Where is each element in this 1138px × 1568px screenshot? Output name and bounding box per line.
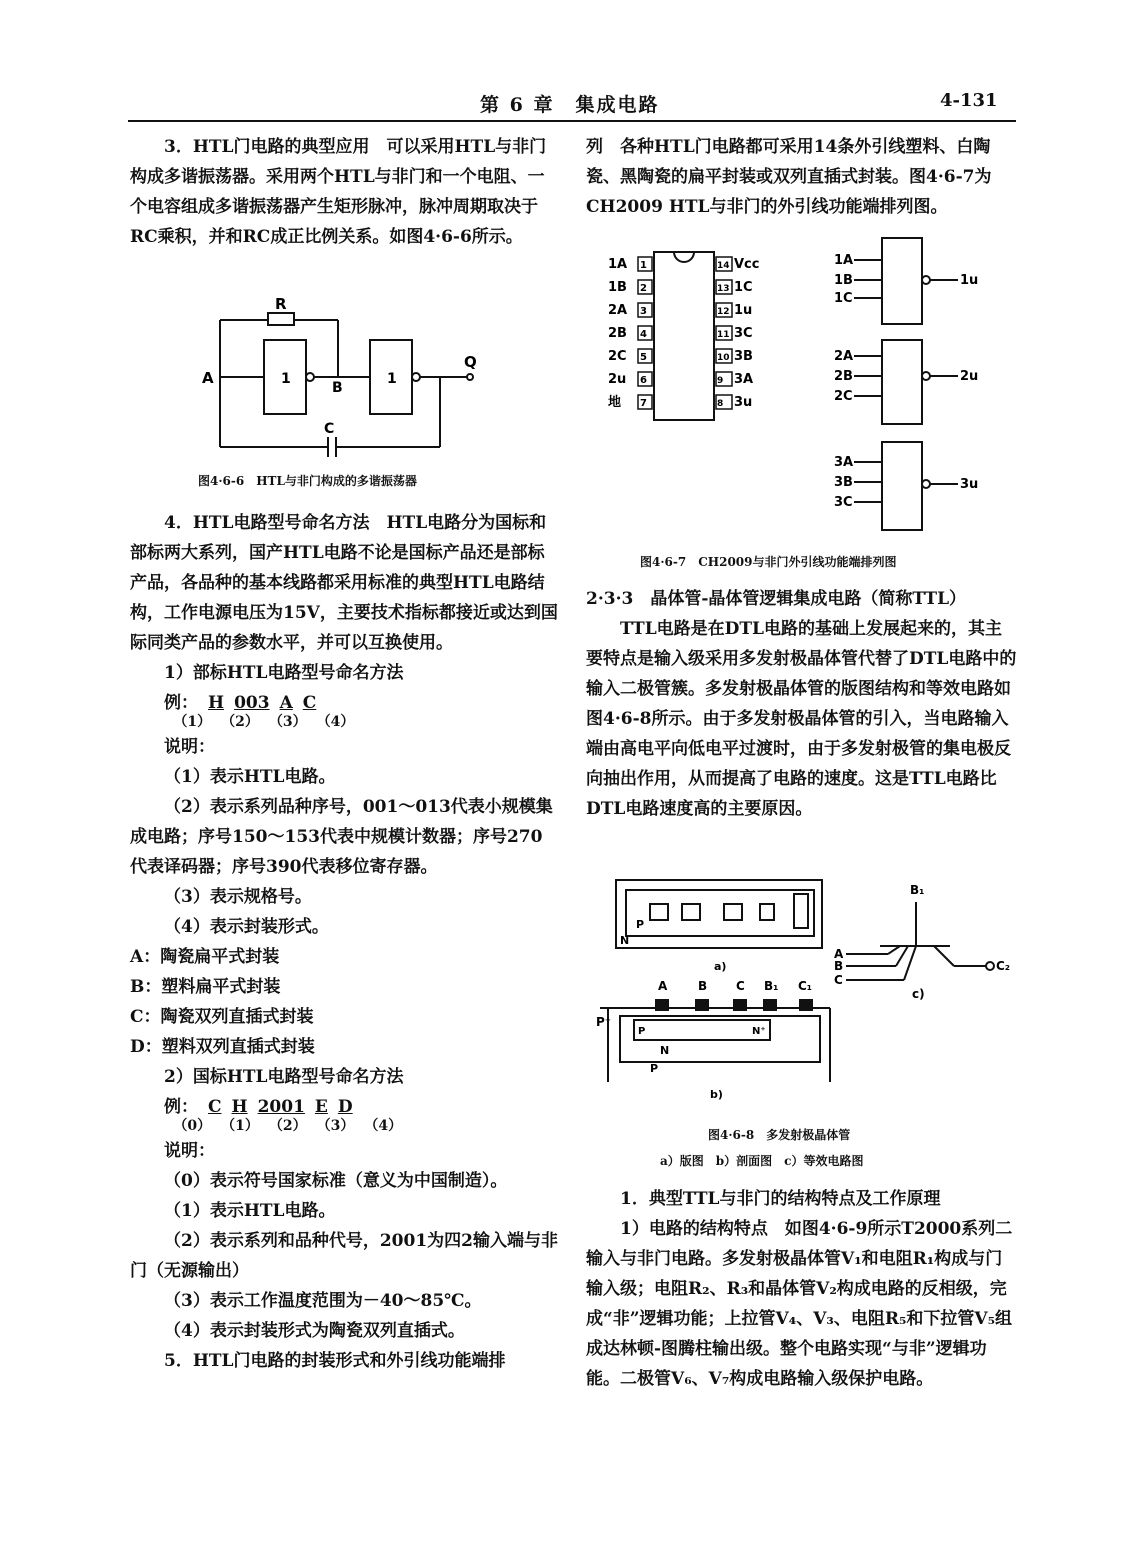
example1-label: 例： bbox=[164, 693, 198, 713]
fig1-label-r: R bbox=[275, 295, 287, 313]
chapter-title: 第 6 章 集成电路 bbox=[480, 94, 660, 116]
gate1-input-label: 1C bbox=[834, 291, 853, 306]
dip-pin-number: 8 bbox=[717, 399, 724, 409]
dip-pin-label: 2A bbox=[608, 303, 628, 318]
dip-pin-number: 7 bbox=[640, 398, 647, 409]
fig3-label-nplus: N⁺ bbox=[752, 1026, 766, 1037]
fig3-section-label-c: C bbox=[736, 979, 745, 993]
fig3-label-pplus: P⁺ bbox=[596, 1015, 612, 1029]
dip-pin-number: 12 bbox=[717, 307, 730, 317]
explanation2-item: （0）表示符号国家标准（意义为中国制造）。 bbox=[164, 1171, 508, 1191]
fig3-section-label-b1: B₁ bbox=[764, 979, 779, 993]
explanation1-item: （3）表示规格号。 bbox=[164, 887, 312, 907]
example2-bottom-row bbox=[173, 1116, 558, 1136]
fig3-section-label-c1: C₁ bbox=[798, 979, 813, 993]
fig3-substrate-label-p: P bbox=[650, 1062, 659, 1075]
explanation1-label: 说明： bbox=[164, 737, 215, 757]
section-ttl-structure: 1．典型TTL与非门的结构特点及工作原理 bbox=[620, 1189, 941, 1209]
dip-pin-number: 2 bbox=[640, 283, 647, 294]
dip-pin-number: 5 bbox=[640, 352, 647, 363]
paragraph-circuit-structure: 1）电路的结构特点 如图4·6-9所示T2000系列二输入与非门电路。多发射极晶体管V₁和电阻R₁构成与门输入级；电阻R₂、R₃和晶体管V₂构成电路的反相级，完成“非”逻辑功能；上拉管V₄、V₃、电阻R₅和下拉管V₅组成达林顿-图腾柱输出级。整个电路实现“与非”逻辑功能。二极管V₆、V₇构成电路输入级保护电路。 bbox=[586, 1219, 1013, 1389]
dip-pin-number: 9 bbox=[717, 376, 724, 386]
example2-index: （4） bbox=[364, 1118, 403, 1134]
gate3-input-label: 3B bbox=[834, 475, 853, 490]
fig3-section-label-b: B bbox=[698, 979, 708, 993]
example1-code-part: C bbox=[302, 693, 317, 713]
example2-label: 例： bbox=[164, 1097, 198, 1117]
dip-pin-number: 4 bbox=[640, 329, 647, 340]
fig3-label-a: a) bbox=[714, 960, 727, 973]
dip-pin-label: 3B bbox=[734, 349, 753, 364]
dip-pin-label: 2u bbox=[608, 372, 627, 387]
section-ministry-naming: 1）部标HTL电路型号命名方法 bbox=[164, 663, 404, 683]
example2-code-part: 2001 bbox=[257, 1097, 305, 1117]
fig3-section-label-a: A bbox=[658, 979, 668, 993]
fig3-label-input-c: C bbox=[834, 973, 843, 987]
header-rule bbox=[128, 120, 1016, 122]
fig3-label-b1: B₁ bbox=[910, 883, 925, 897]
dip-pin-label: 1B bbox=[608, 280, 627, 295]
example1-index: （3） bbox=[268, 714, 307, 730]
explanation1-item: D：塑料双列直插式封装 bbox=[130, 1037, 315, 1057]
page-number: 4-131 bbox=[940, 90, 998, 111]
figure-dip-package bbox=[606, 250, 766, 425]
paragraph-package-forms: 5．HTL门电路的封装形式和外引线功能端排 bbox=[164, 1351, 506, 1371]
right-col-intro bbox=[586, 132, 1018, 222]
fig1-caption: 图4·6-6 HTL与非门构成的多谐振荡器 bbox=[198, 474, 417, 488]
fig3-label-n: N bbox=[620, 934, 630, 947]
explanation2-item: （2）表示系列和品种代号，2001为四2输入端与非门（无源输出） bbox=[130, 1231, 558, 1281]
fig3-label-input-b: B bbox=[834, 959, 844, 973]
paragraph-ttl-intro: TTL电路是在DTL电路的基础上发展起来的，其主要特点是输入级采用多发射极晶体管代替了DTL电路中的输入二极管簇。多发射极晶体管的版图结构和等效电路如图4·6-8所示。由于多发射极晶体管的引入，当电路输入端由高电平向低电平过渡时，由于多发射极管的集电极反向抽出作用，从而提高了电路的速度。这是TTL电路比DTL电路速度高的主要原因。 bbox=[586, 619, 1017, 819]
dip-pin-number: 3 bbox=[640, 306, 647, 317]
fig1-gate1-label: 1 bbox=[281, 371, 291, 387]
left-col-naming bbox=[130, 508, 558, 1376]
fig3-subcaption: a）版图 b）剖面图 c）等效电路图 bbox=[660, 1154, 864, 1168]
example2-code-part: D bbox=[337, 1097, 353, 1117]
explanation2-item: （4）表示封装形式为陶瓷双列直插式。 bbox=[164, 1321, 465, 1341]
example2-index: （0） bbox=[173, 1118, 212, 1134]
gate2-input-label: 2C bbox=[834, 389, 853, 404]
example1-index: （4） bbox=[316, 714, 355, 730]
example1-index: （2） bbox=[221, 714, 259, 730]
fig3-label-p: P bbox=[636, 918, 645, 931]
gate3-input-label: 3A bbox=[834, 455, 854, 470]
dip-pin-label: 1C bbox=[734, 280, 753, 295]
fig1-label-b: B bbox=[332, 380, 343, 396]
gate2-input-label: 2A bbox=[834, 349, 854, 364]
figure-multi-emitter-transistor bbox=[594, 872, 1024, 1104]
explanation1-item: B：塑料扁平式封装 bbox=[130, 977, 281, 997]
fig3-label-b: b) bbox=[710, 1088, 723, 1101]
fig2-caption: 图4·6-7 CH2009与非门外引线功能端排列图 bbox=[640, 555, 897, 569]
figure-multivibrator bbox=[200, 295, 490, 460]
dip-pin-label: 3C bbox=[734, 326, 753, 341]
example2-code-part: H bbox=[231, 1097, 248, 1117]
gate1-input-label: 1B bbox=[834, 273, 853, 288]
right-col-structure bbox=[586, 1184, 1018, 1394]
fig3-section-label-p: P bbox=[638, 1026, 646, 1037]
fig1-label-a: A bbox=[202, 369, 214, 387]
fig3-label-c2: C₂ bbox=[996, 959, 1011, 973]
dip-pin-number: 14 bbox=[717, 261, 730, 271]
example1-index: （1） bbox=[173, 714, 212, 730]
explanation1-item: （4）表示封装形式。 bbox=[164, 917, 329, 937]
dip-pin-label: 3u bbox=[734, 395, 753, 410]
explanation2-label: 说明： bbox=[164, 1141, 215, 1161]
figure-gate-symbols bbox=[830, 236, 990, 536]
explanation1-item: C：陶瓷双列直插式封装 bbox=[130, 1007, 314, 1027]
left-col-intro bbox=[130, 132, 558, 252]
dip-pin-number: 11 bbox=[717, 330, 730, 340]
paragraph-htl-application: 3．HTL门电路的典型应用 可以采用HTL与非门构成多谐振荡器。采用两个HTL与非门和一个电阻、一个电容组成多谐振荡器产生矩形脉冲，脉冲周期取决于RC乘积，并和RC成正比例关系。如图4·6-6所示。 bbox=[130, 137, 547, 247]
dip-pin-label: 地 bbox=[608, 395, 622, 410]
dip-pin-label: 2C bbox=[608, 349, 627, 364]
section-ttl-heading: 2·3·3 晶体管-晶体管逻辑集成电路（简称TTL） bbox=[586, 589, 967, 609]
explanation2-item: （3）表示工作温度范围为－40～85℃。 bbox=[164, 1291, 482, 1311]
explanation2-item: （1）表示HTL电路。 bbox=[164, 1201, 336, 1221]
dip-pin-label: 1u bbox=[734, 303, 753, 318]
section-national-naming: 2）国标HTL电路型号命名方法 bbox=[164, 1067, 404, 1087]
explanation1-item: （2）表示系列品种序号，001～013代表小规模集成电路；序号150～153代表中规模计数器；序号270代表译码器；序号390代表移位寄存器。 bbox=[130, 797, 553, 877]
example2-code-part: E bbox=[314, 1097, 328, 1117]
dip-pin-label: 1A bbox=[608, 257, 628, 272]
example1-code-part: H bbox=[208, 693, 225, 713]
explanation1-item: A：陶瓷扁平式封装 bbox=[130, 947, 280, 967]
explanation1-item: （1）表示HTL电路。 bbox=[164, 767, 336, 787]
fig3-caption: 图4·6-8 多发射极晶体管 bbox=[708, 1128, 851, 1142]
fig3-label-c: c) bbox=[912, 987, 925, 1001]
dip-pin-number: 1 bbox=[640, 260, 647, 271]
fig1-gate2-label: 1 bbox=[387, 371, 397, 387]
paragraph-naming-method: 4．HTL电路型号命名方法 HTL电路分为国标和部标两大系列，国产HTL电路不论是国标产品还是部标产品，各品种的基本线路都采用标准的典型HTL电路结构，工作电源电压为15V，主要技术指标都接近或达到国际同类产品的参数水平，并可以互换使用。 bbox=[130, 513, 558, 653]
example1-code-part: 003 bbox=[234, 693, 270, 713]
example1-code-part: A bbox=[279, 693, 293, 713]
gate2-output-label: 2u bbox=[960, 369, 979, 384]
fig3-section-label-n: N bbox=[660, 1044, 670, 1057]
example1-bottom-row bbox=[173, 712, 558, 732]
example2-index: （2） bbox=[268, 1118, 307, 1134]
example2-index: （3） bbox=[316, 1118, 355, 1134]
paragraph-pin-arrangement: 列 各种HTL门电路都可采用14条外引线塑料、白陶瓷、黑陶瓷的扁平封装或双列直插式封装。图4·6-7为CH2009 HTL与非门的外引线功能端排列图。 bbox=[586, 137, 992, 217]
gate3-input-label: 3C bbox=[834, 495, 853, 510]
gate2-input-label: 2B bbox=[834, 369, 853, 384]
dip-pin-number: 13 bbox=[717, 284, 730, 294]
fig3-label-input-a: A bbox=[834, 947, 844, 961]
dip-pin-label: 3A bbox=[734, 372, 754, 387]
fig1-label-q: Q bbox=[464, 353, 477, 371]
example2-index: （1） bbox=[221, 1118, 259, 1134]
dip-pin-label: Vcc bbox=[734, 257, 760, 272]
gate1-input-label: 1A bbox=[834, 253, 854, 268]
gate1-output-label: 1u bbox=[960, 273, 979, 288]
example2-code-part: C bbox=[208, 1097, 222, 1117]
gate3-output-label: 3u bbox=[960, 477, 979, 492]
dip-pin-label: 2B bbox=[608, 326, 627, 341]
dip-pin-number: 6 bbox=[640, 375, 647, 386]
dip-pin-number: 10 bbox=[717, 353, 730, 363]
right-col-ttl bbox=[586, 584, 1018, 824]
fig1-label-c: C bbox=[324, 421, 335, 437]
